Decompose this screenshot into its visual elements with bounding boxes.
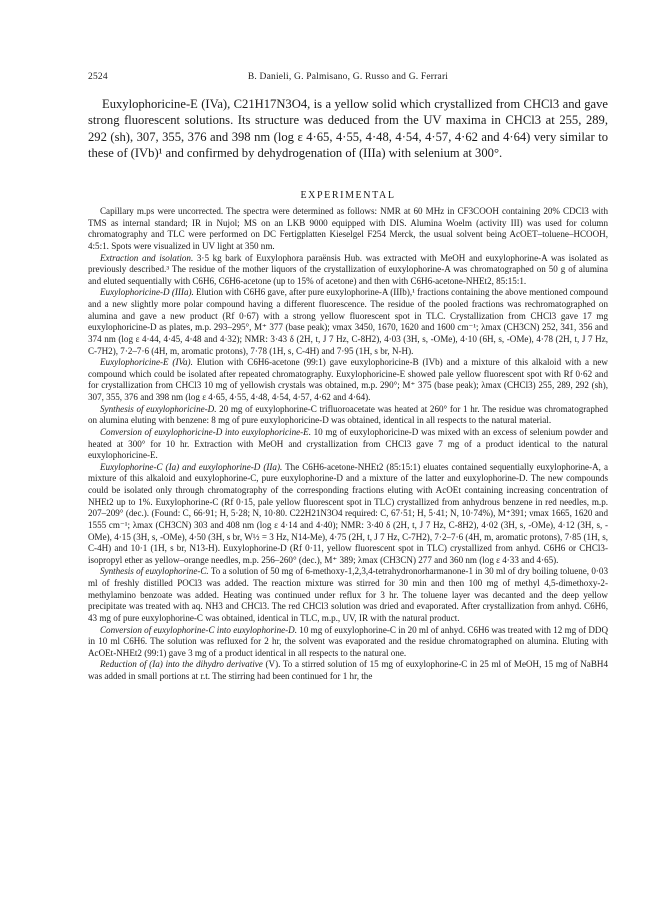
paragraph-head: Synthesis of euxylophoricine-D. xyxy=(100,403,217,414)
paragraph-head: Euxylophoricine-E (IVa). xyxy=(100,357,193,368)
paragraph-euxylophorine-c-d: Euxylophorine-C (Ia) and euxylophorine-D (IIa). The C6H6-acetone-NHEt2 (85:15:1) eluates contained sequentially euxylophorine-A, a mixture of this alkaloid and euxylophorine-C, pure euxylophorine-D and a mixture of the latter and euxylophorine-D. The new compounds could be isolated only through chromatography of the corresponding fractions eluting with AcOEt containing increasing concentration of NHEt2 up to 1%. Euxylophorine-C (Rf 0·15, pale yellow fluorescent spot in TLC) crystallized from anhydrous benzene in red needles, m.p. 207–209° (dec.). (Found: C, 66·91; H, 5·28; N, 10·80. C22H21N3O4 required: C, 67·51; H, 5·41; N, 10·74%), M⁺391; νmax 1665, 1620 and 1555 cm⁻¹; λmax (CH3CN) 303 and 408 nm (log ε 4·14 and 4·40); NMR: 3·40 δ (2H, t, J 7 Hz, C-8H2), 4·02 (3H, s, -OMe), 4·12 (3H, s, -OMe), 4·15 (3H, s, -OMe), 4·50 (3H, s br, W½ = 3 Hz, N14-Me), 4·75 (2H, t, J 7 Hz, C-7H2), 7·2–7·6 (4H, m, aromatic protons), 7·85 (1H, s, C-4H) and 10·1 (1H, s br, N13-H). Euxylophorine-D (Rf 0·11, yellow fluorescent spot in TLC) crystallized from anhyd. C6H6 or CHCl3-isopropyl ether as yellow–orange needles, m.p. 256–260° (dec.), M⁺ 389; λmax (CH3CN) 277 and 360 nm (log ε 4·33 and 4·65). xyxy=(88,461,608,565)
paragraph-methods: Capillary m.ps were uncorrected. The spectra were determined as follows: NMR at 60 MHz in CF3COOH containing 20% CDCl3 with TMS as internal standard; IR in Nujol; MS on an LKB 9000 equipped with DIS. Alumina Woelm (activity III) was used for column chromatography and TLC were performed on DC Fertigplatten Kieselgel F254 Merck, the usual solvent being AcOET–toluene–HCOOH, 4:5:1. Spots were visualized in UV light at 350 nm. xyxy=(88,206,608,251)
paragraph-extraction: Extraction and isolation. 3·5 kg bark of Euxylophora paraënsis Hub. was extracted with MeOH and euxylophorine-A was isolated as previously described.³ The residue of the mother liquors of the crystallization of euxylophorine-A was chromatographed on 50 g of alumina and eluted sequentially with C6H6, C6H6-acetone (up to 15% of acetone) and then with C6H6-acetone-NHEt2, 85:15:1. xyxy=(88,252,608,286)
paragraph-head: Euxylophoricine-D (IIIa). xyxy=(100,287,194,298)
intro-paragraph: Euxylophoricine-E (IVa), C21H17N3O4, is a yellow solid which crystallized from CHCl3 and gave strong fluorescent solutions. Its structure was deduced from the UV maxima in CHCl3 at 255, 289, 292 (sh), 307, 355, 376 and 398 nm (log ε 4·65, 4·55, 4·48, 4·54, 4·57, 4·62 and 4·64) very similar to these of (IVb)¹ and confirmed by dehydrogenation of (IIIa) with selenium at 300°. xyxy=(88,97,608,161)
paragraph-conversion-c-d: Conversion of euxylophorine-C into euxylophorine-D. 10 mg of euxylophorine-C in 20 ml of anhyd. C6H6 was treated with 12 mg of DDQ in 10 ml C6H6. The solution was refluxed for 2 hr, the solvent was evaporated and the residue chromatographed on alumina. Eluting with AcOEt-NHEt2 (99:1) gave 3 mg of a product identical in all respects to the natural one. xyxy=(88,624,608,658)
paragraph-head: Conversion of euxylophorine-C into euxylophorine-D. xyxy=(100,624,297,635)
page-number: 2524 xyxy=(88,72,108,82)
paragraph-synthesis-c: Synthesis of euxylophorine-C. To a solution of 50 mg of 6-methoxy-1,2,3,4-tetrahydronorharmanone-1 in 30 ml of dry boiling toluene, 0·03 ml of freshly distilled POCl3 was added. The reaction mixture was stirred for 30 min and then 100 mg of methyl 4,5-dimethoxy-2-methylamino benzoate was added. Heating was continued under reflux for 3 hr. The toluene layer was decanted and the deep yellow precipitate was treated with aq. NH3 and CHCl3. The red CHCl3 solution was dried and evaporated. After crystallization from anhyd. C6H6, 43 mg of pure euxylophorine-C was obtained, identical in TLC, m.p., UV, IR with the natural product. xyxy=(88,566,608,623)
section-heading: EXPERIMENTAL xyxy=(300,190,396,201)
paragraph-head: Euxylophorine-C (Ia) and euxylophorine-D (IIa). xyxy=(100,461,283,472)
intro-text xyxy=(88,96,608,162)
paragraph-head: Extraction and isolation. xyxy=(100,252,194,263)
paragraph-euxylophoricine-e: Euxylophoricine-E (IVa). Elution with C6H6-acetone (99:1) gave euxylophoricine-B (IVb) and a mixture of this alkaloid with a new compound which could be isolated after repeated chromatography. Euxylophoricine-E showed pale yellow fluorescent spot with Rf 0·62 and for crystallization from CHCl3 10 mg of yellowish crystals was obtained, m.p. 290°; M⁺ 375 (base peak); λmax (CHCl3) 255, 289, 292 (sh), 307, 355, 376 and 398 nm (log ε 4·65, 4·55, 4·48, 4·54, 4·57, 4·62 and 4·64). xyxy=(88,357,608,402)
paragraph-reduction: Reduction of (Ia) into the dihydro derivative (V). To a stirred solution of 15 mg of euxylophorine-C in 25 ml of MeOH, 15 mg of NaBH4 was added in small portions at r.t. The stirring had been continued for 1 hr, the xyxy=(88,659,608,681)
paragraph-head: Synthesis of euxylophorine-C. xyxy=(100,566,209,577)
paragraph-head: Conversion of euxylophoricine-D into euxylophoricine-E. xyxy=(100,426,311,437)
author-line: B. Danieli, G. Palmisano, G. Russo and G. Ferrari xyxy=(247,72,449,82)
running-header xyxy=(88,72,608,86)
paragraph-synthesis-d: Synthesis of euxylophoricine-D. 20 mg of euxylophorine-C trifluoroacetate was heated at 260° for 1 hr. The residue was chromatographed on alumina eluting with benzene: 8 mg of pure euxylophoricine-D was obtained, identical in all respects to the natural material. xyxy=(88,403,608,426)
paragraph-conversion-d-e: Conversion of euxylophoricine-D into euxylophoricine-E. 10 mg of euxylophoricine-D was mixed with an excess of selenium powder and heated at 300° for 10 hr. Extraction with MeOH and crystallization from CHCl3 gave 7 mg of a product identical to the natural euxylophoricine-E. xyxy=(88,426,608,461)
paragraph-euxylophoricine-d: Euxylophoricine-D (IIIa). Elution with C6H6 gave, after pure euxylophorine-A (IIIb),¹ fractions containing the above mentioned compound and a new slightly more polar compound having a different fluorescence. The residue of the pooled fractions was rechromatographed on alumina and gave a new product (Rf 0·67) with a strong yellow fluorescent spot in TLC. Crystallization from CHCl3 gave 17 mg euxylophoricine-D as plates, m.p. 293–295°, M⁺ 377 (base peak); νmax 3450, 1670, 1620 and 1600 cm⁻¹; λmax (CH3CN) 252, 341, 356 and 374 nm (log ε 4·44, 4·45, 4·48 and 4·32); NMR: 3·43 δ (2H, t, J 7 Hz, C-8H2), 4·03 (3H, s, -OMe), 4·10 (6H, s, -OMe), 4·78 (2H, t, J 7 Hz, C-7H2), 7·2–7·6 (4H, m, aromatic protons), 7·78 (1H, s, C-4H) and 7·95 (1H, s br, N-H). xyxy=(88,287,608,356)
paragraph-head: Reduction of (Ia) into the dihydro derivative xyxy=(100,659,263,670)
experimental-body xyxy=(88,206,608,683)
